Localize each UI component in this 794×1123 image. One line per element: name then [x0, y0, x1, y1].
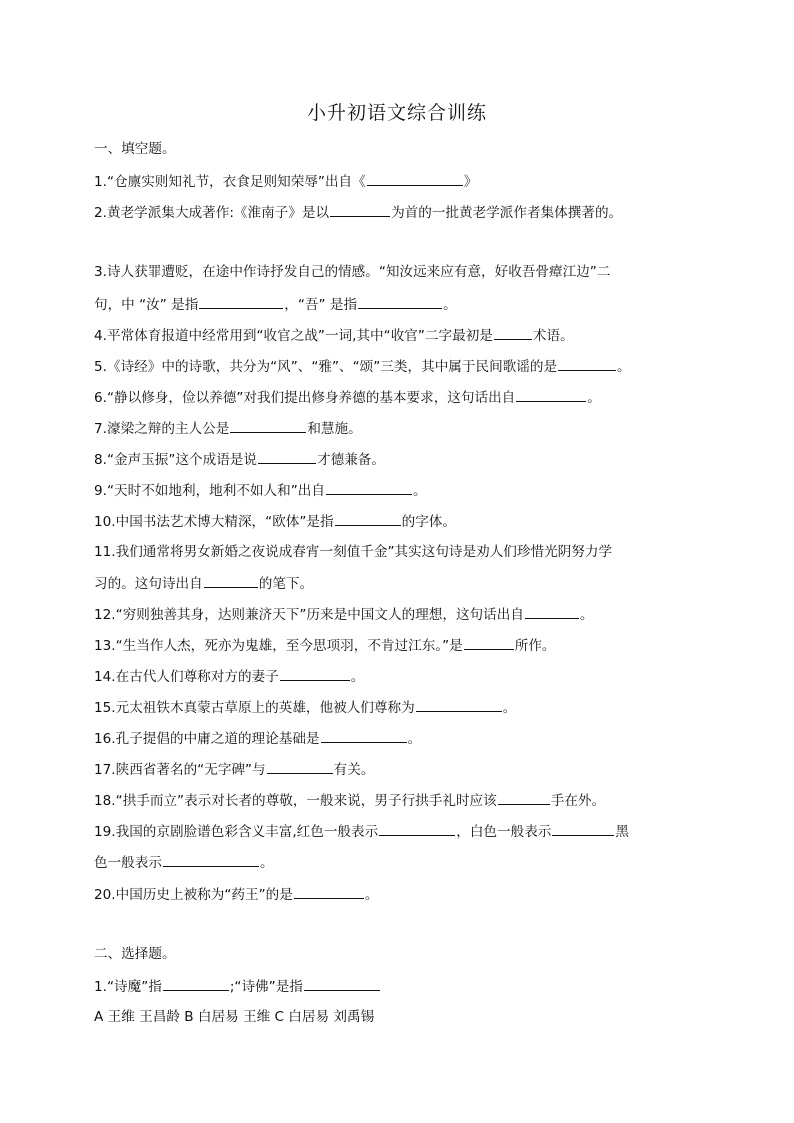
answer-blank[interactable]: [321, 728, 407, 743]
answer-blank[interactable]: [464, 635, 514, 650]
answer-blank[interactable]: [335, 511, 401, 526]
answer-blank[interactable]: [558, 356, 616, 371]
question-1: 1.“仓廪实则知礼节，衣食足则知荣辱”出自《 》: [94, 171, 477, 192]
question-18: 18.“拱手而立”表示对长者的尊敬，一般来说，男子行拱手礼时应该 手在外。: [94, 790, 605, 811]
question-3-line-1: 3.诗人获罪遭贬，在途中作诗抒发自己的情感。“知汝远来应有意，好收吾骨瘴江边”二: [94, 264, 611, 280]
question-19-line-2: 色一般表示 。: [94, 852, 274, 873]
answer-blank[interactable]: [416, 697, 502, 712]
answer-blank[interactable]: [330, 202, 390, 217]
answer-blank[interactable]: [516, 387, 586, 402]
question-5: 5.《诗经》中的诗歌，共分为“风”、“雅”、“颂”三类，其中属于民间歌谣的是 。: [94, 356, 631, 377]
answer-blank[interactable]: [204, 573, 258, 588]
question-2: 2.黄老学派集大成著作:《淮南子》是以 为首的一批黄老学派作者集体撰著的。: [94, 202, 622, 223]
answer-blank[interactable]: [294, 884, 364, 899]
answer-blank[interactable]: [199, 294, 283, 309]
question-20: 20.中国历史上被称为“药王”的是 。: [94, 884, 378, 905]
answer-blank[interactable]: [494, 325, 532, 340]
answer-blank[interactable]: [163, 852, 259, 867]
answer-blank[interactable]: [367, 171, 463, 186]
choice-question-1-options: A 王维 王昌龄 B 白居易 王维 C 白居易 刘禹锡: [94, 1009, 375, 1025]
page-title: 小升初语文综合训练: [306, 102, 487, 124]
answer-blank[interactable]: [163, 976, 229, 991]
question-7: 7.濠梁之辩的主人公是 和慧施。: [94, 418, 362, 439]
question-3-line-2: 句，中 “汝” 是指 ，“吾” 是指 。: [94, 294, 457, 315]
question-12: 12.“穷则独善其身，达则兼济天下”历来是中国文人的理想，这句话出自 。: [94, 604, 594, 625]
answer-blank[interactable]: [267, 759, 333, 774]
question-14: 14.在古代人们尊称对方的妻子 。: [94, 666, 364, 687]
question-8: 8.“金声玉振”这个成语是说 才德兼备。: [94, 449, 385, 470]
answer-blank[interactable]: [525, 604, 579, 619]
answer-blank[interactable]: [230, 418, 306, 433]
question-11-line-2: 习的。这句诗出自 的笔下。: [94, 573, 313, 594]
answer-blank[interactable]: [258, 449, 316, 464]
question-11-line-1: 11.我们通常将男女新婚之夜说成春宵一刻值千金”其实这句诗是劝人们珍惜光阴努力学: [94, 544, 613, 560]
answer-blank[interactable]: [280, 666, 350, 681]
answer-blank[interactable]: [304, 976, 380, 991]
question-9: 9.“天时不如地利，地利不如人和”出自 。: [94, 480, 427, 501]
question-15: 15.元太祖铁木真蒙古草原上的英雄，他被人们尊称为 。: [94, 697, 516, 718]
answer-blank[interactable]: [498, 790, 550, 805]
answer-blank[interactable]: [326, 480, 412, 495]
section-choice-heading: 二、选择题。: [94, 946, 176, 962]
answer-blank[interactable]: [379, 821, 455, 836]
question-19-line-1: 19.我国的京剧脸谱色彩含义丰富,红色一般表示 ，白色一般表示 黑: [94, 821, 629, 842]
section-fill-in-heading: 一、填空题。: [94, 141, 176, 157]
answer-blank[interactable]: [358, 294, 442, 309]
question-6: 6.“静以修身，俭以养德”对我们提出修身养德的基本要求，这句话出自 。: [94, 387, 601, 408]
answer-blank[interactable]: [552, 821, 614, 836]
question-16: 16.孔子提倡的中庸之道的理论基础是 。: [94, 728, 421, 749]
question-17: 17.陕西省著名的“无字碑”与 有关。: [94, 759, 374, 780]
choice-question-1: 1.“诗魔”指 ;“诗佛”是指: [94, 976, 381, 997]
question-4: 4.平常体育报道中经常用到“收官之战”一词,其中“收官”二字最初是 术语。: [94, 325, 574, 346]
question-13: 13.“生当作人杰，死亦为鬼雄，至今思项羽，不肯过江东。”是 所作。: [94, 635, 556, 656]
question-10: 10.中国书法艺术博大精深，“欧体”是指 的字体。: [94, 511, 456, 532]
